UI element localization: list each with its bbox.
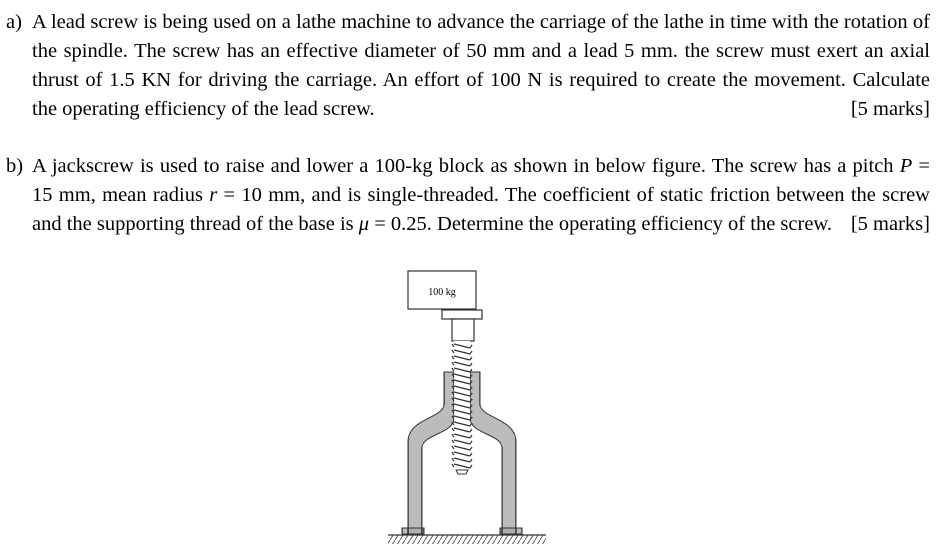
question-b	[0, 152, 930, 239]
question-b-marks: [5 marks]	[850, 213, 930, 235]
base-foot-right	[500, 528, 522, 534]
question-b-label: b)	[6, 155, 24, 177]
question-a-label: a)	[6, 11, 22, 33]
base-foot-left	[402, 528, 424, 534]
mu-symbol: μ	[358, 213, 370, 235]
question-a-body	[32, 8, 930, 124]
screw-neck	[452, 319, 474, 341]
question-b-text-1: A jackscrew is used to raise and lower a 100-kg block as shown in below figure. The screw has a pitch	[32, 155, 900, 177]
question-b-text-2: = 15 mm, mean radius	[32, 155, 930, 206]
question-a-marks: [5 marks]	[850, 98, 930, 120]
radius-symbol: r	[209, 184, 218, 206]
question-a-text: A lead screw is being used on a lathe machine to advance the carriage of the lathe in time with the rotation of the spindle. The screw has an effective diameter of 50 mm and a lead 5 mm. the screw must exert an axial thrust of 1.5 KN for driving the carriage. An effort of 100 N is required to create the movement. Calculate the operating efficiency of the lead screw.	[32, 11, 930, 120]
pitch-symbol: P	[899, 155, 913, 177]
screw-threads	[452, 341, 472, 475]
screw-cap	[442, 310, 482, 319]
question-b-text-3: = 10 mm, and is single-threaded. The coefficient of static friction between the screw and the supporting thread of the base is	[32, 184, 930, 235]
question-b-text-4: = 0.25. Determine the operating efficiency of the screw.	[369, 213, 833, 235]
jackscrew-figure	[380, 268, 550, 552]
question-b-body	[32, 152, 930, 239]
mass-block-label: 100 kg	[428, 287, 456, 298]
question-a	[0, 8, 930, 124]
ground-hatch	[388, 535, 546, 544]
